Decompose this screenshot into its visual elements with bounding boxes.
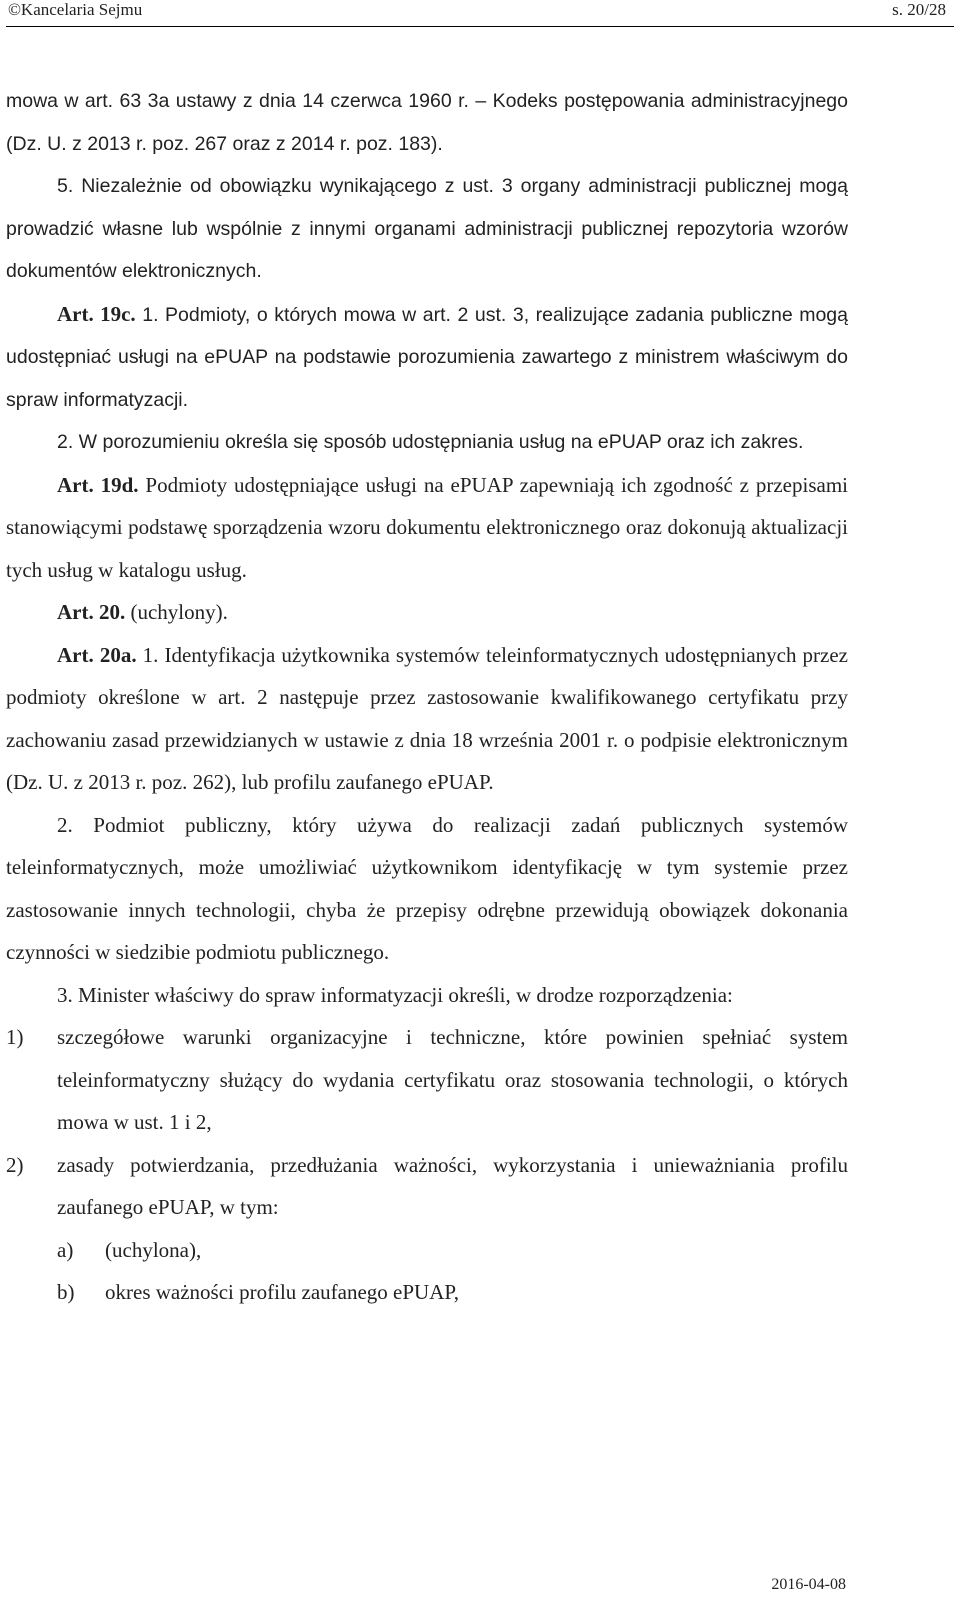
sublist-item-letter: b) — [57, 1280, 75, 1304]
paragraph-art-20a — [6, 634, 848, 804]
article-20a-text: 1. Identyfikacja użytkownika systemów teleinformatycznych udostępnianych przez podmioty określone w art. 2 następuje przez zastosowanie kwalifikowanego certyfikatu przy zachowaniu zasad przewidzianych w ustawie z dnia 18 września 2001 r. o podpisie elektronicznym (Dz. U. z 2013 r. poz. 262), lub profilu zaufanego ePUAP. — [6, 642, 849, 794]
paragraph-art-20a-ust-3: 3. Minister właściwy do spraw informatyzacji określi, w drodze rozporządzenia: — [57, 982, 733, 1007]
paragraph-art-19d — [6, 464, 848, 592]
sublist-item-letter: a) — [57, 1237, 74, 1262]
page-header — [6, 0, 954, 27]
article-heading-20: Art. 20. — [57, 600, 126, 624]
article-heading-20a: Art. 20a. — [57, 642, 137, 667]
sublist-item-text: okres ważności profilu zaufanego ePUAP, — [105, 1280, 459, 1304]
list-item — [6, 1144, 848, 1229]
header-publisher: ©Kancelaria Sejmu — [8, 0, 143, 19]
article-19d-text: Podmioty udostępniające usługi na ePUAP zapewniają ich zgodność z przepisami stanowiącymi podstawę sporządzenia wzoru dokumentu elektronicznego oraz dokonują aktualizacji tych usług w katalogu usług. — [6, 472, 848, 582]
paragraph-art-20 — [6, 591, 848, 634]
article-20-text: (uchylony). — [125, 600, 228, 624]
sublist-item — [6, 1271, 848, 1314]
sublist-item-text: (uchylona), — [105, 1237, 202, 1262]
document-body — [6, 80, 848, 1314]
list-item-text: zasady potwierdzania, przedłużania ważności, wykorzystania i unieważniania profilu zaufanego ePUAP, w tym: — [57, 1152, 848, 1219]
article-19c-text: 1. Podmioty, o których mowa w art. 2 ust. 3, realizujące zadania publiczne mogą udostępniać usługi na ePUAP na podstawie porozumienia zawartego z ministrem właściwym do spraw informatyzacji. — [6, 303, 848, 411]
article-heading-19c: Art. 19c. — [57, 301, 136, 326]
sublist-item — [6, 1229, 848, 1272]
list-item-text: szczegółowe warunki organizacyjne i techniczne, które powinien spełniać system teleinformatyczny służący do wydania certyfikatu oraz stosowania technologii, o których mowa w ust. 1 i 2, — [57, 1025, 848, 1134]
list-item-number: 1) — [6, 1025, 24, 1049]
header-page-number: s. 20/28 — [892, 0, 946, 19]
list-item — [6, 1016, 848, 1144]
paragraph-continuation: mowa w art. 63 3a ustawy z dnia 14 czerwca 1960 r. – Kodeks postępowania administracyjnego (Dz. U. z 2013 r. poz. 267 oraz z 2014 r. poz. 183). — [6, 90, 848, 155]
paragraph-art-19c-ust-2: 2. W porozumieniu określa się sposób udostępniania usług na ePUAP oraz ich zakres. — [57, 431, 804, 453]
list-item-number: 2) — [6, 1152, 24, 1177]
paragraph-art-19c — [6, 293, 848, 422]
article-heading-19d: Art. 19d. — [57, 472, 139, 497]
paragraph-art-20a-ust-2: 2. Podmiot publiczny, który używa do realizacji zadań publicznych systemów teleinformatycznych, może umożliwiać użytkownikom identyfikację w tym systemie przez zastosowanie innych technologii, chyba że przepisy odrębne przewidują obowiązek dokonania czynności w siedzibie podmiotu publicznego. — [6, 812, 848, 964]
footer-date: 2016-04-08 — [771, 1576, 846, 1593]
paragraph-ust-5: 5. Niezależnie od obowiązku wynikającego z ust. 3 organy administracji publicznej mogą prowadzić własne lub wspólnie z innymi organami administracji publicznej repozytoria wzorów dokumentów elektronicznych. — [6, 175, 848, 282]
